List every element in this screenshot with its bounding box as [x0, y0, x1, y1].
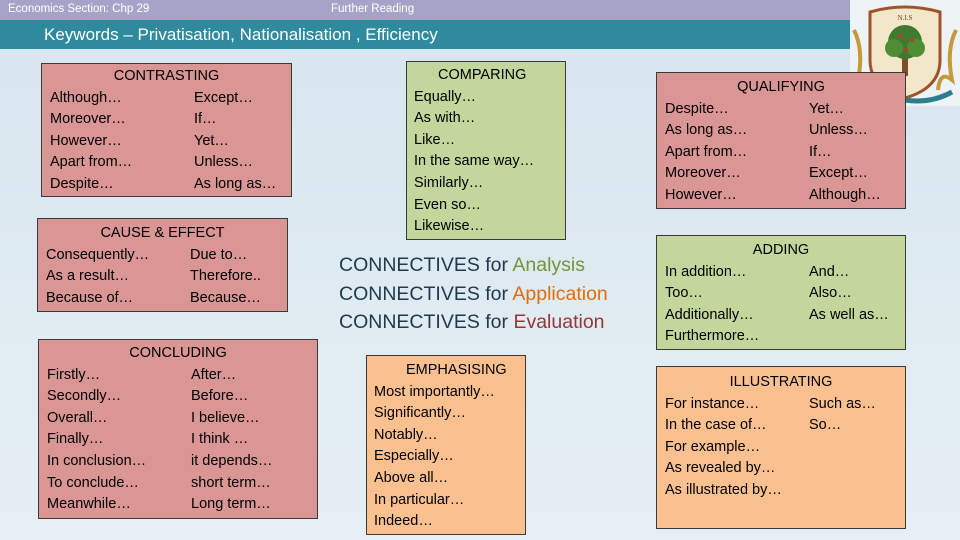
emphasising-item: Significantly…	[374, 405, 466, 422]
application-keyword: Application	[512, 282, 608, 305]
connectives-prefix: CONNECTIVES for	[339, 311, 514, 333]
contrasting-item: Yet…	[194, 132, 229, 149]
adding-item: Also…	[809, 285, 852, 302]
cause-effect-heading: CAUSE & EFFECT	[100, 225, 225, 241]
contrasting-item: Except…	[194, 89, 253, 106]
comparing-item: Even so…	[414, 196, 481, 213]
connectives-prefix: CONNECTIVES for	[339, 282, 513, 305]
illustrating-item: So…	[809, 417, 842, 434]
emphasising-item: Indeed…	[374, 513, 433, 530]
comparing-box	[406, 61, 566, 240]
comparing-item: As with…	[414, 110, 476, 127]
qualifying-item: As long as…	[665, 122, 748, 139]
qualifying-item: Except…	[809, 165, 868, 182]
contrasting-item: As long as…	[194, 175, 277, 192]
emphasising-item: Especially…	[374, 448, 454, 465]
qualifying-item: Apart from…	[665, 143, 748, 160]
illustrating-item: As illustrated by…	[665, 481, 782, 498]
contrasting-box	[41, 63, 292, 197]
adding-item: As well as…	[809, 306, 889, 323]
concluding-item: Meanwhile…	[47, 496, 131, 513]
concluding-item: Overall…	[47, 409, 108, 426]
illustrating-item: For instance…	[665, 395, 760, 412]
cause-effect-item: Therefore..	[190, 268, 261, 285]
concluding-box	[38, 339, 318, 519]
qualifying-item: Unless…	[809, 122, 868, 139]
emphasising-item: In particular…	[374, 491, 465, 508]
concluding-item: To conclude…	[47, 474, 139, 491]
contrasting-item: Although…	[50, 89, 122, 106]
illustrating-item: In the case of…	[665, 417, 767, 434]
qualifying-item: If…	[809, 143, 832, 160]
title-bar	[0, 20, 850, 49]
analysis-keyword: Analysis	[512, 254, 585, 276]
cause-effect-item: Consequently…	[46, 246, 150, 263]
connectives-prefix: CONNECTIVES for	[339, 254, 513, 276]
illustrating-heading: ILLUSTRATING	[729, 374, 833, 390]
contrasting-item: Unless…	[194, 154, 253, 171]
top-bar	[0, 0, 850, 20]
contrasting-item: Moreover…	[50, 111, 126, 128]
cause-effect-box	[37, 218, 288, 312]
qualifying-item: Despite…	[665, 100, 729, 117]
contrasting-item: Apart from…	[50, 154, 133, 171]
contrasting-item: However…	[50, 132, 122, 149]
adding-item: And…	[809, 263, 850, 280]
section-label: Economics Section: Chp 29	[8, 3, 150, 15]
connectives-block	[339, 251, 608, 337]
page-title: Keywords – Privatisation, Nationalisation , Efficiency	[44, 25, 438, 44]
cause-effect-item: Because of…	[46, 289, 134, 306]
concluding-heading: CONCLUDING	[129, 345, 227, 361]
qualifying-item: Yet…	[809, 100, 844, 117]
qualifying-item: However…	[665, 186, 737, 203]
qualifying-box	[656, 72, 906, 209]
contrasting-heading: CONTRASTING	[113, 68, 220, 84]
comparing-item: Similarly…	[414, 174, 484, 191]
adding-item: Additionally…	[665, 306, 754, 323]
adding-heading: ADDING	[752, 242, 810, 258]
emphasising-item: Notably…	[374, 426, 438, 443]
emphasising-heading: EMPHASISING	[406, 362, 507, 378]
comparing-item: Equally…	[414, 88, 477, 105]
qualifying-item: Moreover…	[665, 165, 741, 182]
cause-effect-item: Due to…	[190, 246, 248, 263]
qualifying-item: Although…	[809, 186, 881, 203]
comparing-item: Likewise…	[414, 218, 485, 235]
cause-effect-item: Because…	[190, 289, 261, 306]
emphasising-item: Above all…	[374, 469, 449, 486]
concluding-item: Finally…	[47, 431, 104, 448]
illustrating-item: Such as…	[809, 395, 876, 412]
concluding-item: I think …	[191, 431, 249, 448]
connectives-evaluation-line	[339, 308, 608, 337]
further-reading-label: Further Reading	[331, 3, 415, 15]
concluding-item: Secondly…	[47, 388, 122, 405]
concluding-item: Before…	[191, 388, 249, 405]
concluding-item: After…	[191, 366, 237, 383]
emphasising-box	[366, 355, 526, 535]
concluding-item: it depends…	[191, 452, 273, 469]
comparing-item: In the same way…	[414, 153, 535, 170]
illustrating-box	[656, 366, 906, 529]
emphasising-item: Most importantly…	[374, 383, 495, 400]
qualifying-heading: QUALIFYING	[737, 79, 825, 95]
crest-text: N.I.S	[897, 14, 913, 22]
concluding-item: Long term…	[191, 496, 271, 513]
connectives-analysis-line	[339, 251, 608, 280]
illustrating-item: For example…	[665, 438, 761, 455]
adding-item: In addition…	[665, 263, 747, 280]
concluding-item: short term…	[191, 474, 271, 491]
evaluation-keyword: Evaluation	[513, 311, 605, 333]
concluding-item: I believe…	[191, 409, 260, 426]
contrasting-item: Despite…	[50, 175, 114, 192]
adding-item: Furthermore…	[665, 328, 760, 345]
adding-item: Too…	[665, 285, 703, 302]
concluding-item: Firstly…	[47, 366, 101, 383]
cause-effect-item: As a result…	[46, 268, 129, 285]
contrasting-item: If…	[194, 111, 217, 128]
comparing-heading: COMPARING	[438, 67, 527, 83]
concluding-item: In conclusion…	[47, 452, 147, 469]
connectives-application-line	[339, 280, 608, 309]
illustrating-item: As revealed by…	[665, 460, 776, 477]
comparing-item: Like…	[414, 131, 456, 148]
adding-box	[656, 235, 906, 350]
